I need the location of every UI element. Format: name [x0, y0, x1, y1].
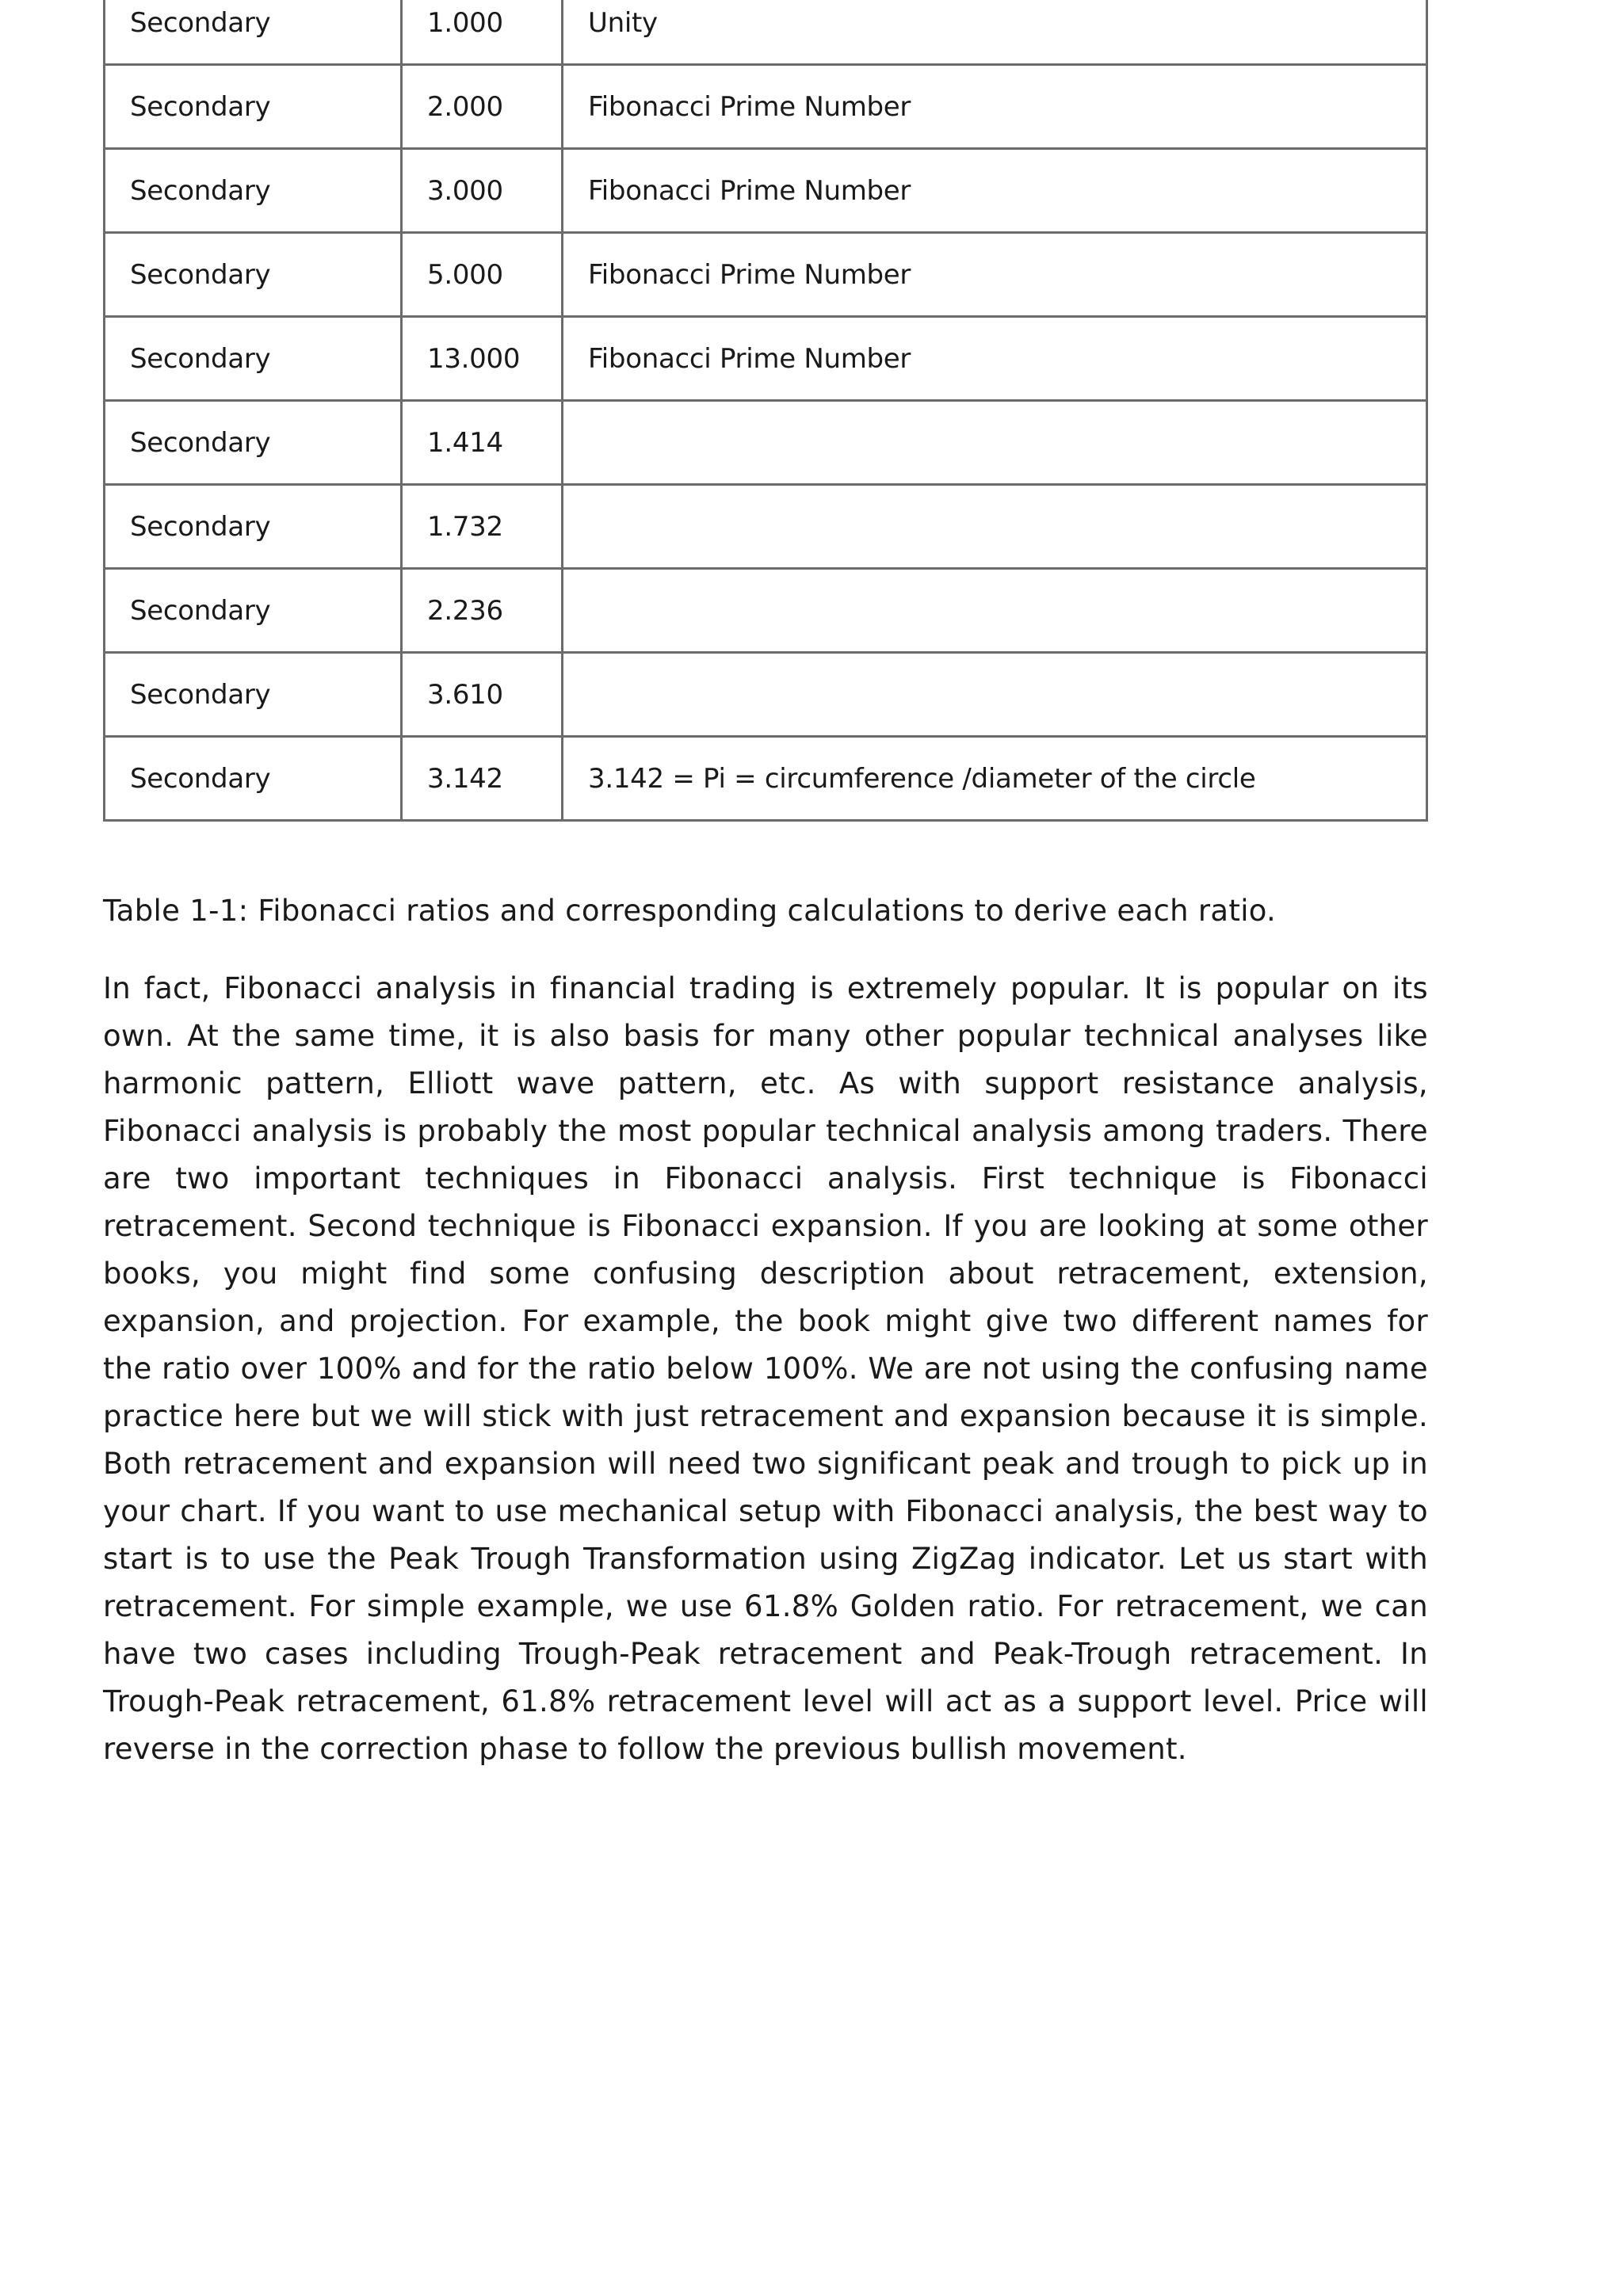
- body-paragraph: In fact, Fibonacci analysis in financial trading is extremely popular. It is popular on its own. At the same time, it is also basis for many other popular technical analyses like harmonic pattern, Elliott wave pattern, etc. As with support resistance analysis, Fibonacci analysis is probably the most popular technical analysis among traders. There are two important techniques in Fibonacci analysis. First technique is Fibonacci retracement. Second technique is Fibonacci expansion. If you are looking at some other books, you might find some confusing description about retracement, extension, expansion, and projection. For example, the book might give two different names for the ratio over 100% and for the ratio below 100%. We are not using the confusing name practice here but we will stick with just retracement and expansion because it is simple. Both retracement and expansion will need two significant peak and trough to pick up in your chart. If you want to use mechanical setup with Fibonacci analysis, the best way to start is to use the Peak Trough Transformation using ZigZag indicator. Let us start with retracement. For simple example, we use 61.8% Golden ratio. For retracement, we can have two cases including Trough-Peak retracement and Peak-Trough retracement. In Trough-Peak retracement, 61.8% retracement level will act as a support level. Price will reverse in the correction phase to follow the previous bullish movement.: [103, 971, 1428, 1766]
- ratio-note-cell: Unity: [563, 0, 1427, 65]
- ratio-value-cell: 2.236: [402, 569, 563, 653]
- ratio-type-cell: Secondary: [105, 317, 402, 401]
- table-row: [105, 0, 1427, 65]
- ratio-type-cell: Secondary: [105, 0, 402, 65]
- ratio-type-cell: Secondary: [105, 233, 402, 317]
- ratio-value-cell: 1.000: [402, 0, 563, 65]
- ratio-note-cell: [563, 653, 1427, 737]
- table-row: [105, 401, 1427, 485]
- table-row: [105, 233, 1427, 317]
- table-body: [105, 0, 1427, 821]
- ratio-value-cell: 3.142: [402, 737, 563, 821]
- table-caption: Table 1-1: Fibonacci ratios and corresponding calculations to derive each ratio.: [103, 894, 1277, 928]
- ratio-note-cell: [563, 569, 1427, 653]
- table-row: [105, 737, 1427, 821]
- ratio-note-cell: Fibonacci Prime Number: [563, 233, 1427, 317]
- fibonacci-ratio-table: [103, 0, 1428, 822]
- table-row: [105, 65, 1427, 149]
- ratio-value-cell: 2.000: [402, 65, 563, 149]
- ratio-type-cell: Secondary: [105, 401, 402, 485]
- ratio-value-cell: 5.000: [402, 233, 563, 317]
- table-row: [105, 569, 1427, 653]
- table-row: [105, 653, 1427, 737]
- ratio-note-cell: Fibonacci Prime Number: [563, 317, 1427, 401]
- ratio-type-cell: Secondary: [105, 569, 402, 653]
- table-row: [105, 317, 1427, 401]
- table-row: [105, 149, 1427, 233]
- ratio-note-cell: 3.142 = Pi = circumference /diameter of the circle: [563, 737, 1427, 821]
- ratio-note-cell: Fibonacci Prime Number: [563, 65, 1427, 149]
- ratio-value-cell: 3.610: [402, 653, 563, 737]
- ratio-type-cell: Secondary: [105, 653, 402, 737]
- ratio-note-cell: [563, 401, 1427, 485]
- ratio-value-cell: 1.732: [402, 485, 563, 569]
- ratio-value-cell: 13.000: [402, 317, 563, 401]
- ratio-type-cell: Secondary: [105, 65, 402, 149]
- ratio-note-cell: Fibonacci Prime Number: [563, 149, 1427, 233]
- ratio-value-cell: 3.000: [402, 149, 563, 233]
- ratio-type-cell: Secondary: [105, 737, 402, 821]
- ratio-type-cell: Secondary: [105, 149, 402, 233]
- ratio-type-cell: Secondary: [105, 485, 402, 569]
- ratio-note-cell: [563, 485, 1427, 569]
- ratio-value-cell: 1.414: [402, 401, 563, 485]
- table-row: [105, 485, 1427, 569]
